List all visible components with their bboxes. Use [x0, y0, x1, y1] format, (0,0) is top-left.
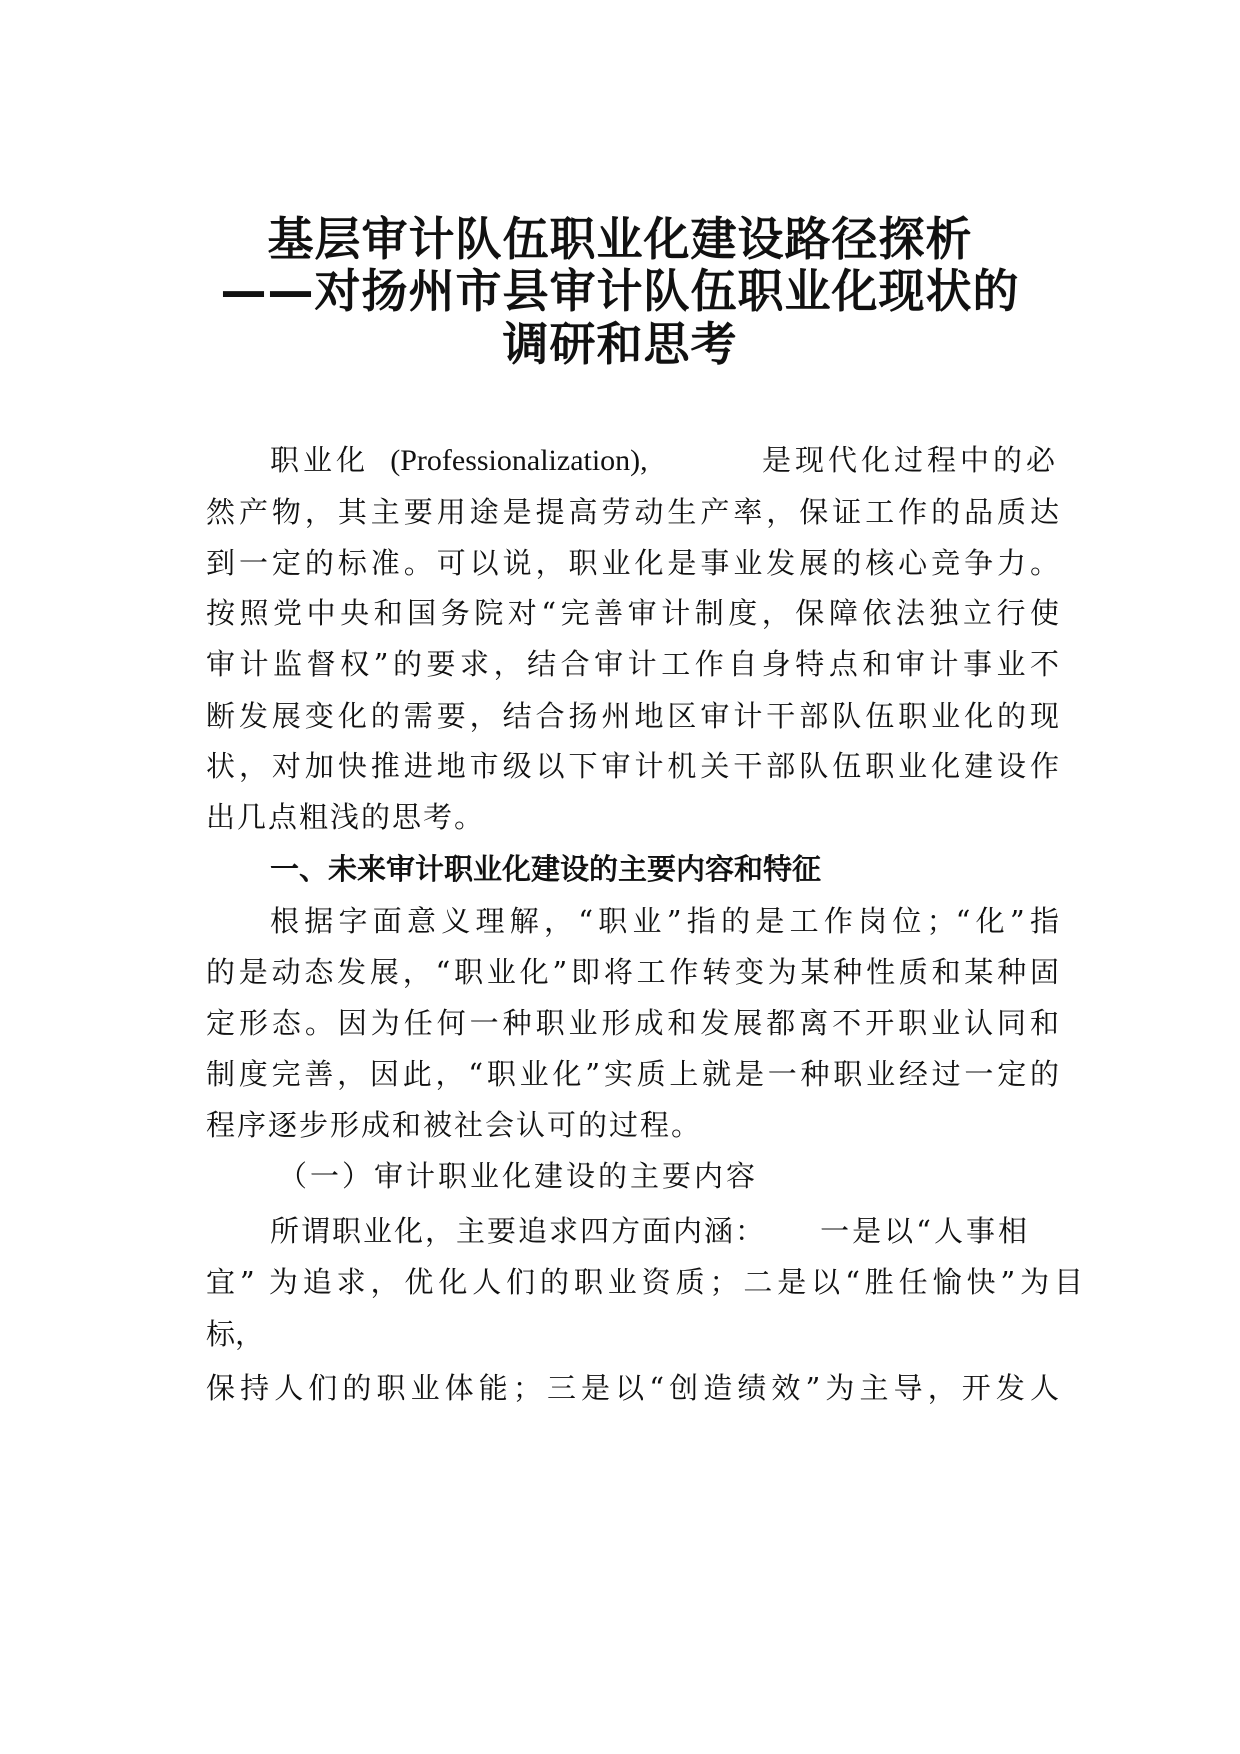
section1-p1-line-1: 根据字面意义理解，“职业”指的是工作岗位；“化”指	[270, 904, 1059, 938]
intro-line-5: 审计监督权”的要求，结合审计工作自身特点和审计事业不	[206, 647, 1059, 681]
section1-p2-line-2: 宜” 为追求，优化人们的职业资质；二是以“胜任愉快”为目	[206, 1265, 1083, 1299]
intro-term-cn: 职业化	[270, 443, 370, 477]
section1-p1-line-4: 制度完善，因此，“职业化”实质上就是一种职业经过一定的	[206, 1057, 1059, 1091]
intro-line-4: 按照党中央和国务院对“完善审计制度，保障依法独立行使	[206, 596, 1059, 630]
intro-line-1	[270, 440, 1059, 480]
section1-p2-line-4: 保持人们的职业体能；三是以“创造绩效”为主导，开发人	[206, 1371, 1059, 1405]
section1-p2-line-3: 标，	[206, 1317, 265, 1351]
section1-p2-line-1	[270, 1211, 1030, 1251]
section1-p1-line-2: 的是动态发展，“职业化”即将工作转变为某种性质和某种固	[206, 955, 1059, 989]
intro-line-3: 到一定的标准。可以说，职业化是事业发展的核心竞争力。	[206, 546, 1059, 580]
title-line-3: 调研和思考	[502, 317, 738, 371]
intro-line-2: 然产物，其主要用途是提高劳动生产率，保证工作的品质达	[206, 495, 1059, 529]
section1-p1-line-3: 定形态。因为任何一种职业形成和发展都离不开职业认同和	[206, 1006, 1059, 1040]
subheading-1: （一）审计职业化建设的主要内容	[278, 1159, 759, 1193]
section-heading-1: 一、未来审计职业化建设的主要内容和特征	[270, 852, 822, 886]
intro-line-7: 状，对加快推进地市级以下审计机关干部队伍职业化建设作	[206, 749, 1059, 783]
intro-line-6: 断发展变化的需要，结合扬州地区审计干部队伍职业化的现	[206, 699, 1059, 733]
section1-p2-line-1a: 所谓职业化，主要追求四方面内涵：	[270, 1214, 767, 1248]
section1-p1-line-5: 程序逐步形成和被社会认可的过程。	[206, 1108, 703, 1142]
title-line-1: 基层审计队伍职业化建设路径探析	[267, 212, 973, 266]
intro-line-8: 出几点粗浅的思考。	[206, 800, 486, 834]
title-line-2: ——对扬州市县审计队伍职业化现状的	[220, 264, 1020, 318]
intro-line-1-rest: 是现代化过程中的必	[761, 443, 1059, 477]
intro-term-en: (Professionalization),	[390, 444, 648, 477]
section1-p2-line-1b: 一是以“人事相	[820, 1214, 1030, 1248]
